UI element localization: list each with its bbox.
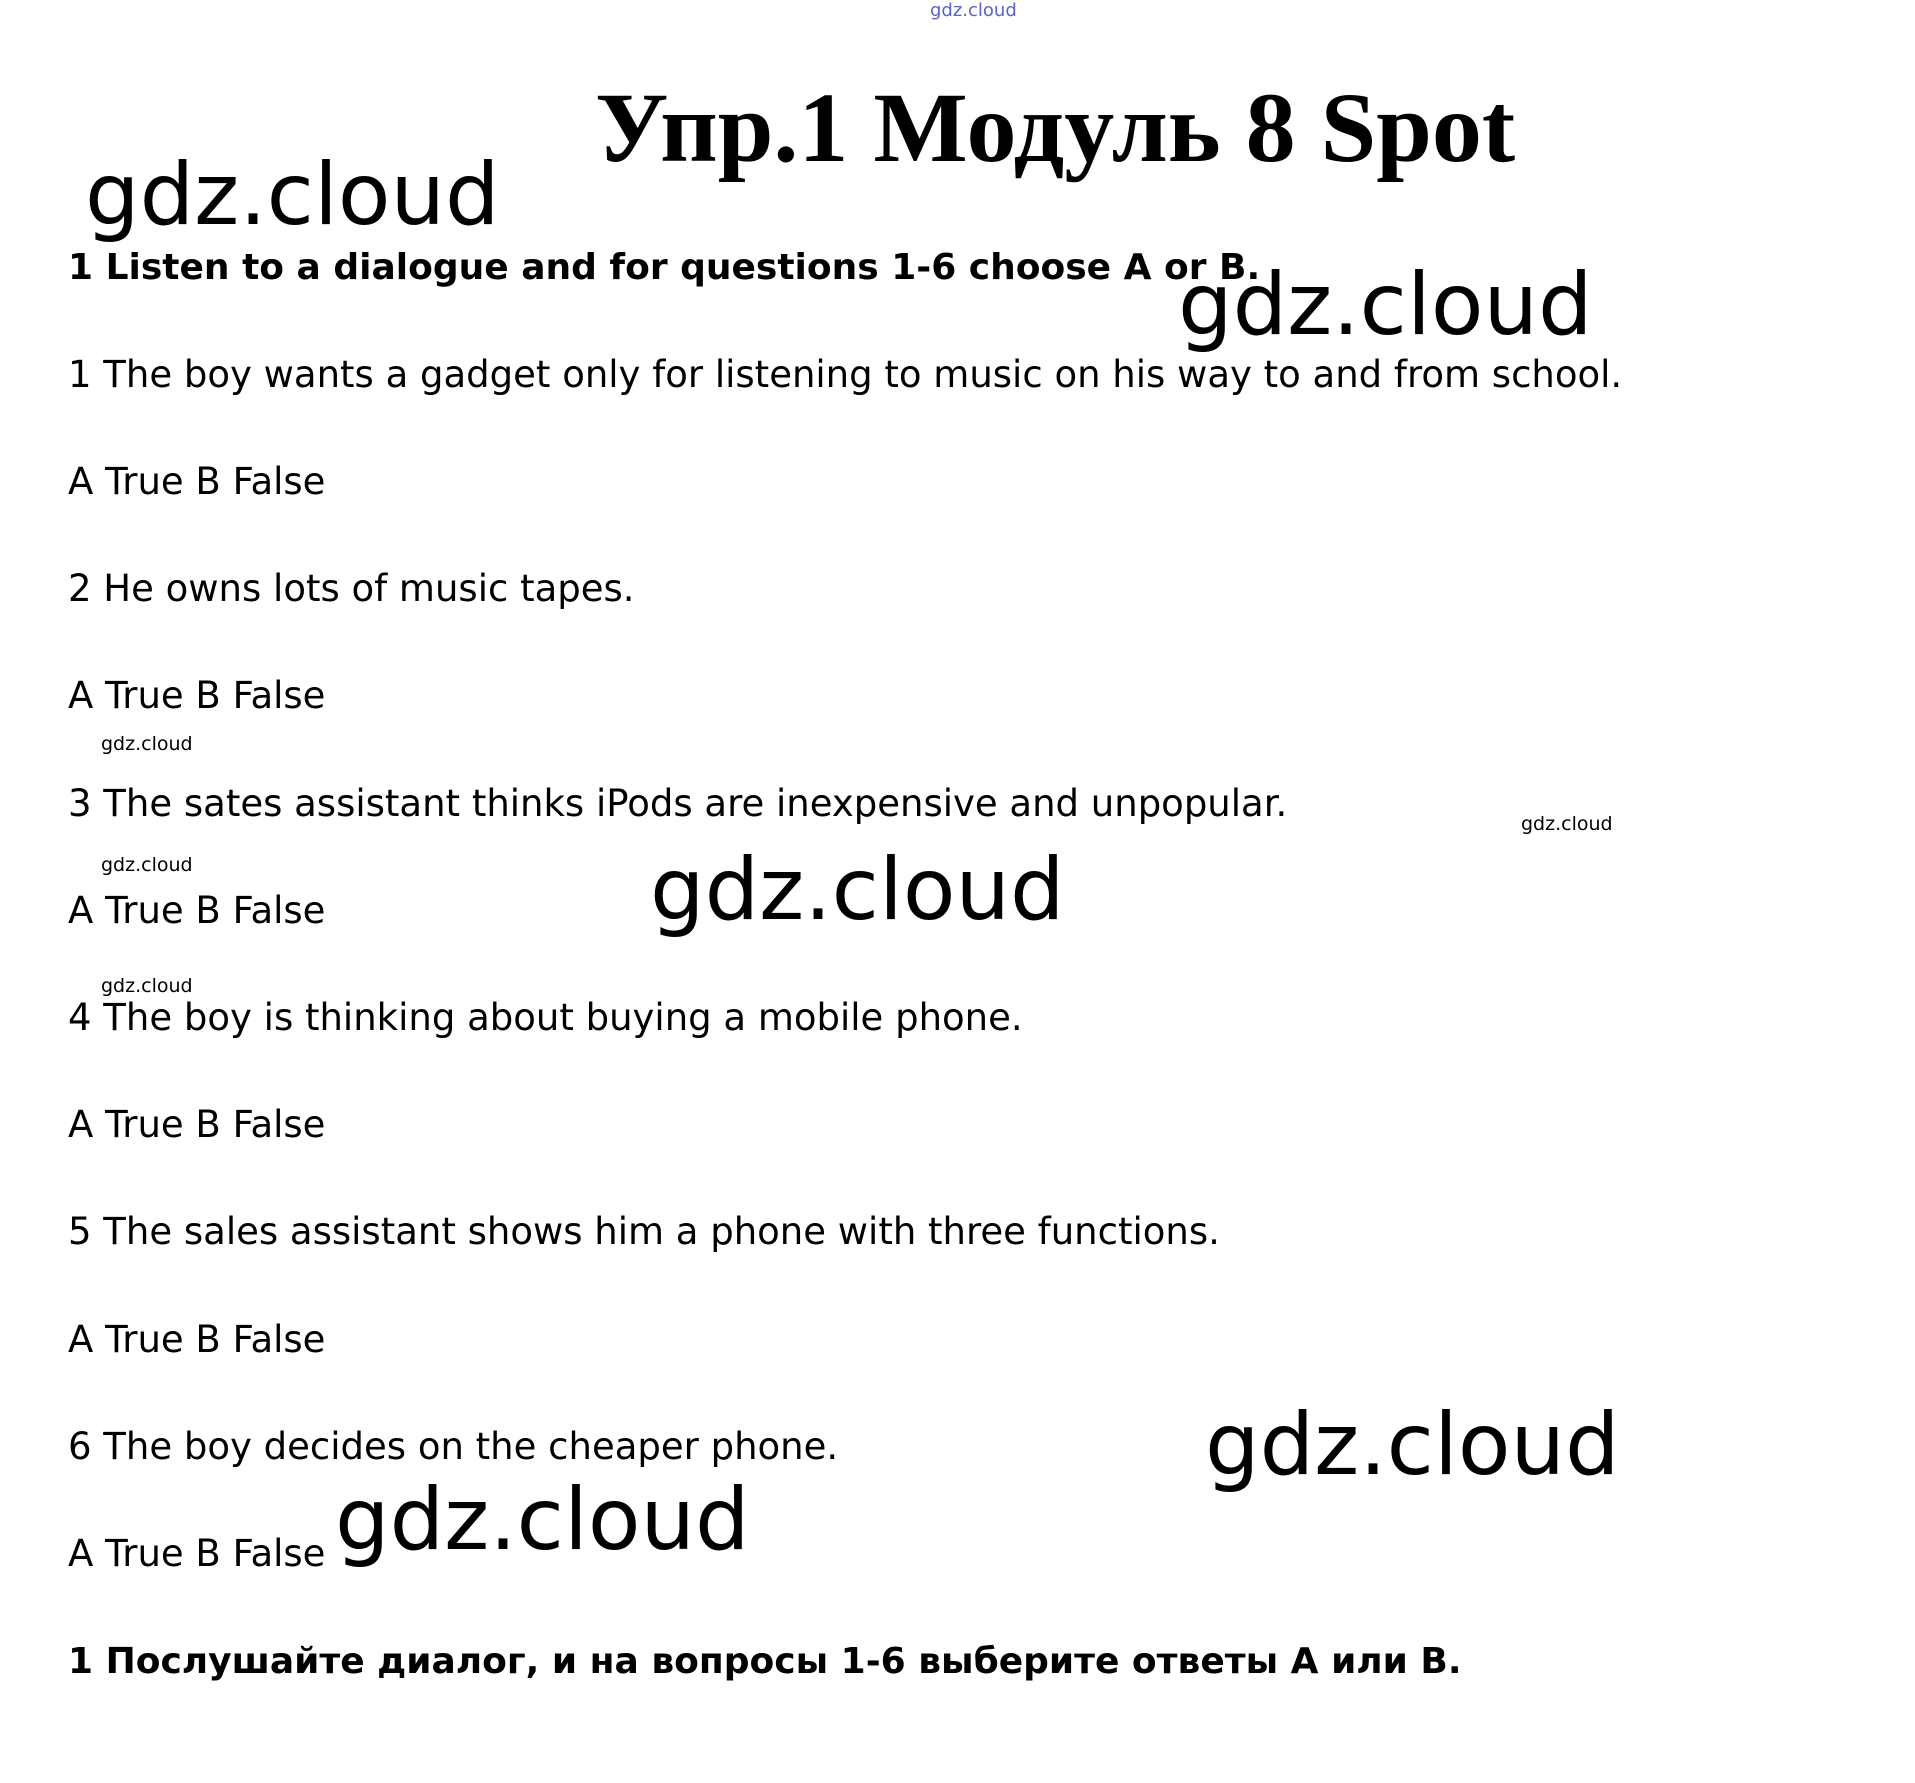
question-3: 3 The sates assistant thinks iPods are inexpensive and unpopular.: [68, 782, 1288, 825]
watermark-small: gdz.cloud: [101, 854, 193, 876]
question-1: 1 The boy wants a gadget only for listening to music on his way to and from school.: [68, 353, 1623, 396]
page-title: Упр.1 Модуль 8 Spot: [595, 72, 1516, 183]
instruction-russian: 1 Послушайте диалог, и на вопросы 1-6 выберите ответы A или B.: [68, 1641, 1462, 1682]
question-5: 5 The sales assistant shows him a phone with three functions.: [68, 1210, 1220, 1253]
options-6: A True B False: [68, 1532, 326, 1575]
watermark-big: gdz.cloud: [1178, 255, 1593, 355]
watermark-top: gdz.cloud: [930, 0, 1017, 21]
watermark-big: gdz.cloud: [650, 840, 1065, 940]
options-3: A True B False: [68, 889, 326, 932]
watermark-small: gdz.cloud: [101, 975, 193, 997]
question-6: 6 The boy decides on the cheaper phone.: [68, 1425, 839, 1468]
watermark-big: gdz.cloud: [1205, 1395, 1620, 1495]
watermark-small: gdz.cloud: [101, 733, 193, 755]
options-2: A True B False: [68, 674, 326, 717]
instruction-english: 1 Listen to a dialogue and for questions 1-6 choose A or B.: [68, 247, 1261, 288]
watermark-big: gdz.cloud: [85, 145, 500, 245]
watermark-big: gdz.cloud: [335, 1470, 750, 1570]
question-4: 4 The boy is thinking about buying a mobile phone.: [68, 996, 1023, 1039]
options-1: A True B False: [68, 460, 326, 503]
options-4: A True B False: [68, 1103, 326, 1146]
options-5: A True B False: [68, 1318, 326, 1361]
question-2: 2 He owns lots of music tapes.: [68, 567, 635, 610]
watermark-small: gdz.cloud: [1521, 813, 1613, 835]
